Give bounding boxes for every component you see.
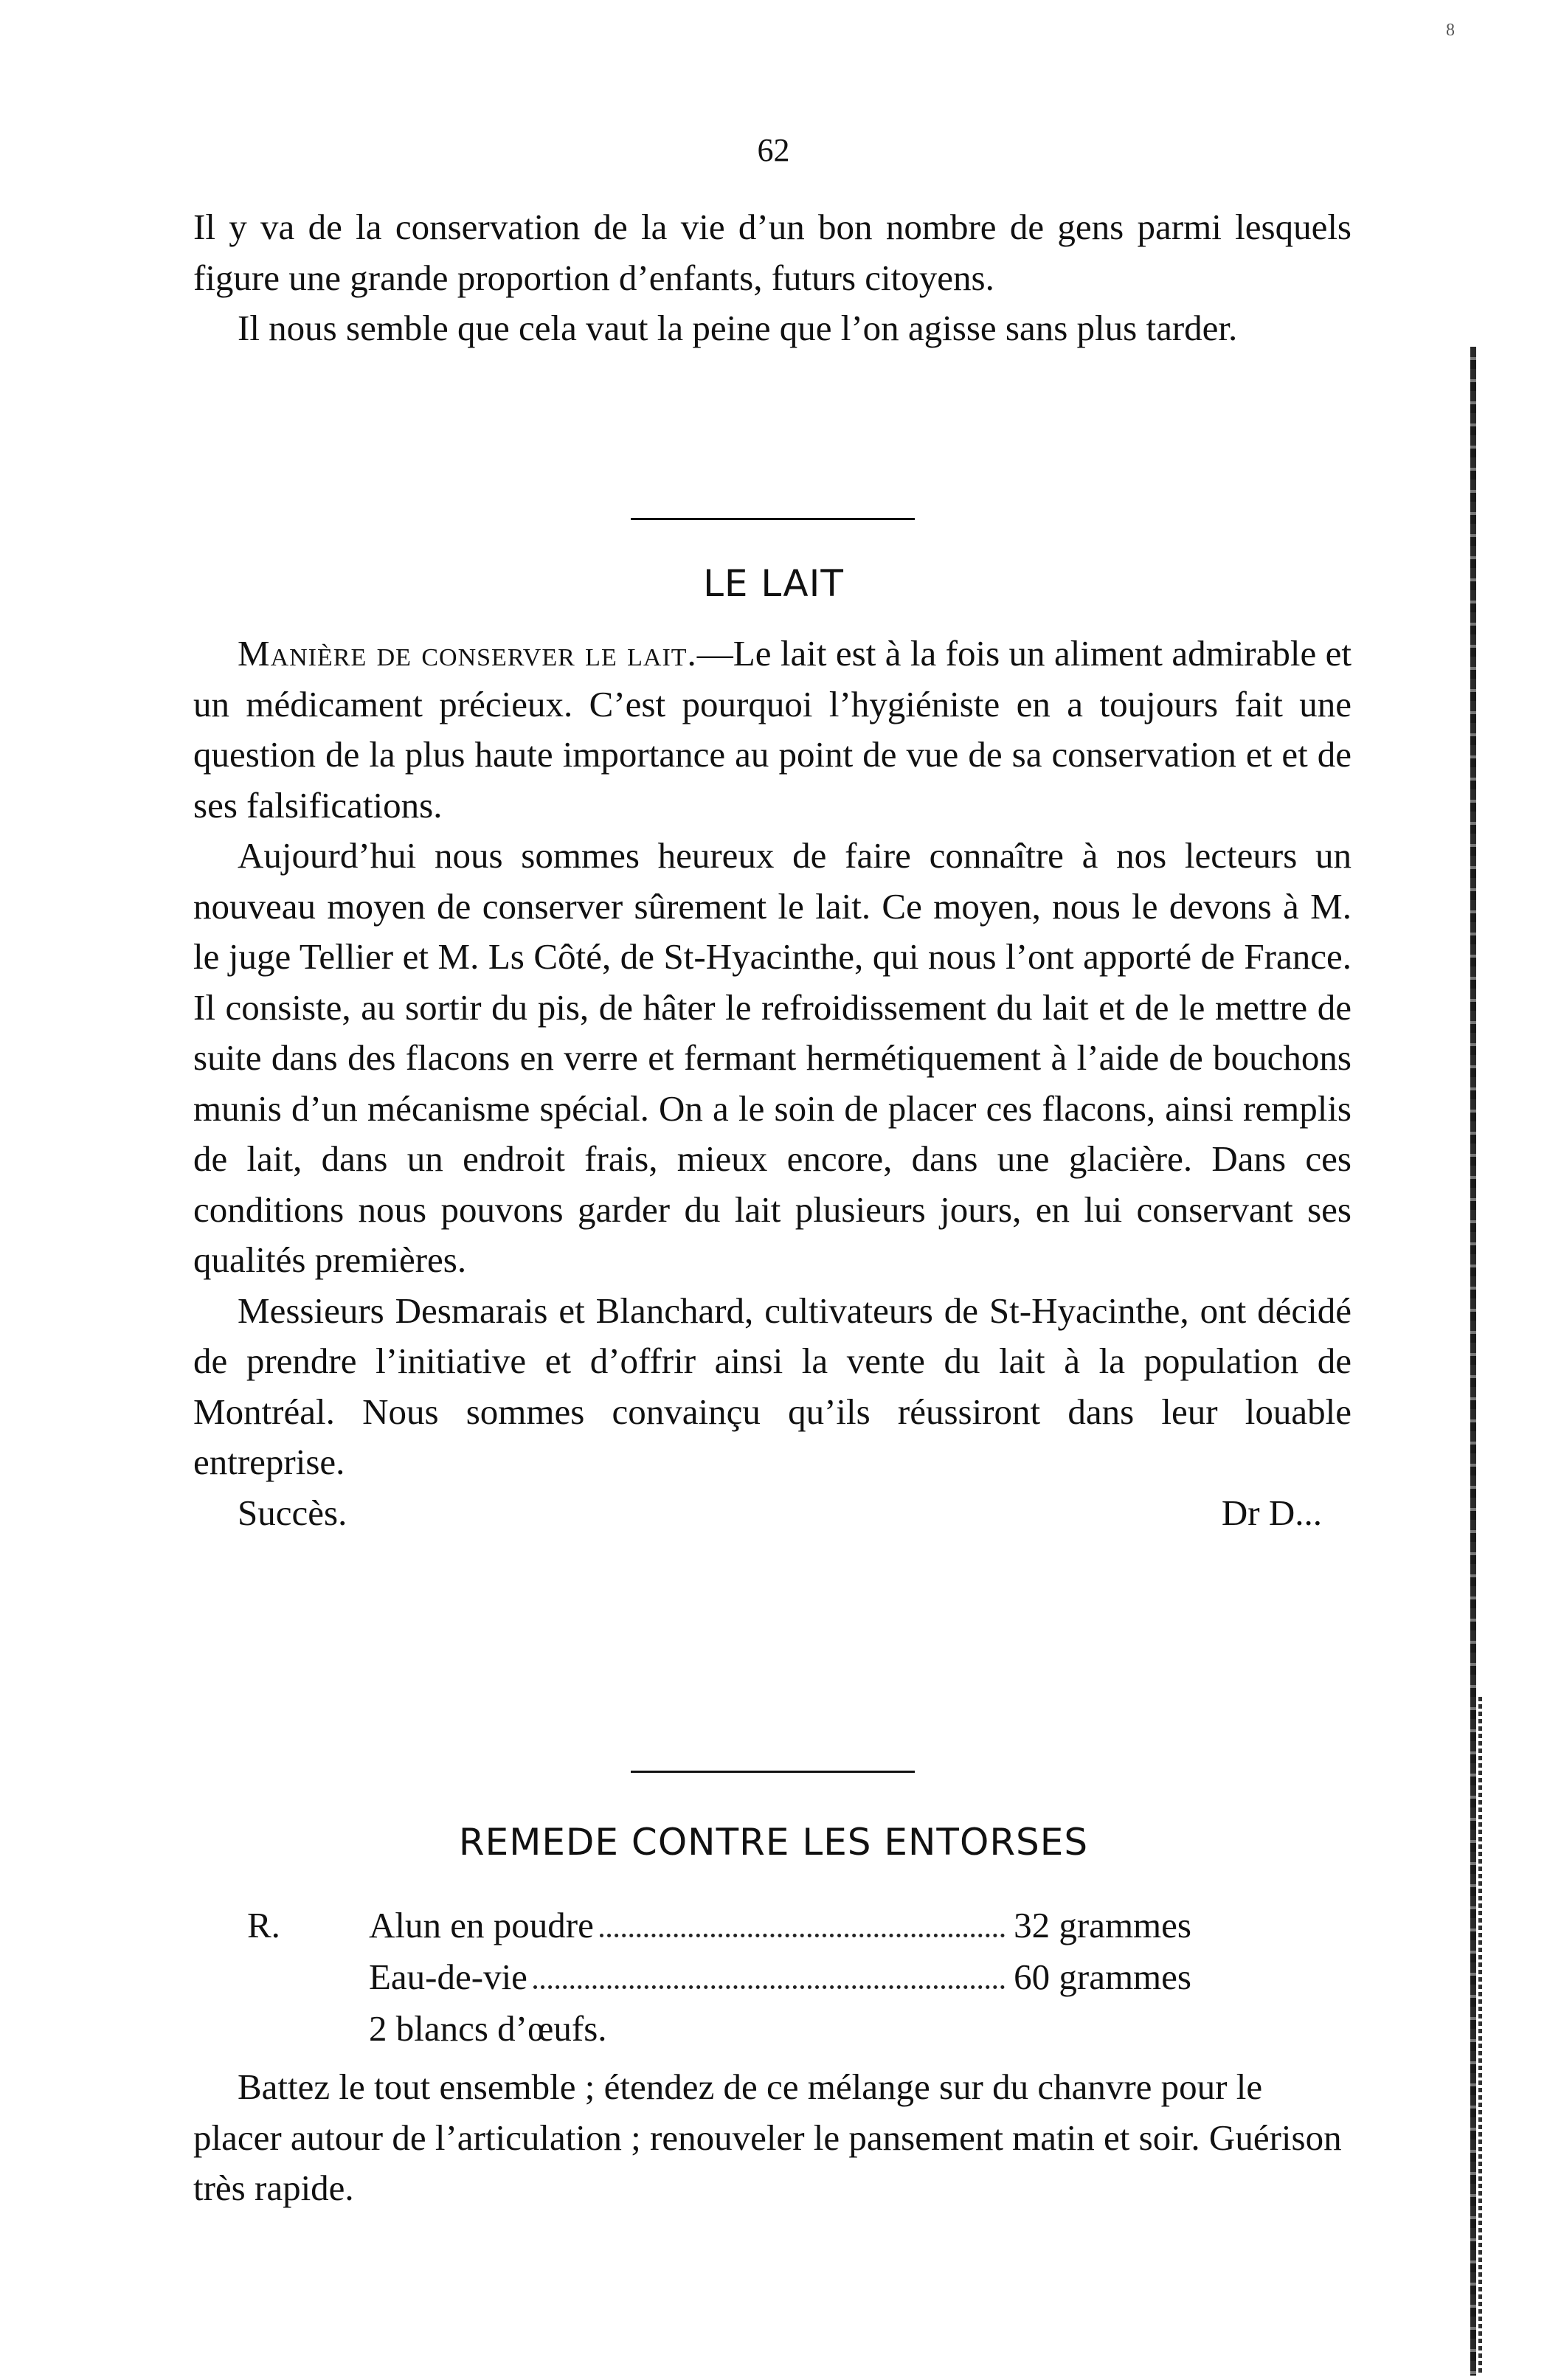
intro-text bbox=[193, 202, 1352, 354]
lait-paragraph-2: Aujourd’hui nous sommes heureux de faire connaître à nos lecteurs un nouveau moyen de conserver sûrement le lait. Ce moyen, nous le devons à M. le juge Tellier et M. Ls Côté, de St-Hyacinthe, qui nous l’ont apporté de France. Il consiste, au sortir du pis, de hâter le refroidissement du lait et de le mettre de suite dans des flacons en verre et fermant hermétiquement à l’aide de bouchons munis d’un mécanisme spécial. On a le soin de placer ces flacons, ainsi remplis de lait, dans un endroit frais, mieux encore, dans une glacière. Dans ces conditions nous pouvons garder du lait plusieurs jours, en lui conservant ses qualités premières. bbox=[193, 835, 1352, 1280]
entorses-instructions bbox=[193, 2062, 1352, 2214]
lait-paragraph-1 bbox=[193, 629, 1352, 831]
section-divider-2 bbox=[631, 1771, 915, 1773]
ingredient-quantity: 60 grammes bbox=[1014, 1957, 1191, 1997]
intro-paragraph-1: Il y va de la conservation de la vie d’un bon nombre de gens parmi lesquels figure une grande proportion d’enfants, futurs citoyens. bbox=[193, 207, 1352, 298]
ingredient-quantity: 32 grammes bbox=[1014, 1905, 1191, 1945]
lait-lead-in: Manière de conserver le lait. bbox=[238, 633, 697, 674]
intro-paragraph-2: Il nous semble que cela vaut la peine que l’on agisse sans plus tarder. bbox=[238, 308, 1238, 348]
scan-edge bbox=[1470, 347, 1476, 2376]
signature: Dr D... bbox=[1221, 1492, 1322, 1533]
recipe-row bbox=[247, 1951, 1191, 2003]
leader-dots bbox=[600, 1934, 1005, 1937]
recipe-row bbox=[247, 1900, 1191, 1951]
page-number: 62 bbox=[757, 132, 790, 168]
recipe-list bbox=[247, 1900, 1191, 2055]
section-heading-entorses: REMEDE CONTRE LES ENTORSES bbox=[458, 1821, 1089, 1864]
lait-paragraph-1-text: —Le lait est à la fois un aliment admirable et un médicament précieux. C’est pourquoi l’hygiéniste en a toujours fait une question de la plus haute importance au point de vue de sa conservation et et de ses falsifications. bbox=[193, 633, 1352, 826]
closing-text: Succès. bbox=[238, 1492, 347, 1533]
instructions-paragraph: Battez le tout ensemble ; étendez de ce mélange sur du chanvre pour le placer autour de l’articulation ; renouveler le pansement matin et soir. Guérison très rapide. bbox=[193, 2066, 1342, 2208]
section-divider-1 bbox=[631, 518, 915, 520]
ingredient-name: Eau-de-vie bbox=[369, 1957, 527, 1997]
recipe-prefix: R. bbox=[247, 1905, 280, 1945]
section-heading-le-lait: LE LAIT bbox=[703, 562, 844, 605]
lait-paragraph-3: Messieurs Desmarais et Blanchard, cultivateurs de St-Hyacinthe, ont décidé de prendre l’initiative et d’offrir ainsi la vente du lait à la population de Montréal. Nous sommes convainçu qu’ils réussiront dans leur louable entreprise. bbox=[193, 1290, 1352, 1482]
scan-edge-secondary bbox=[1478, 1697, 1482, 2376]
closing-line bbox=[193, 1488, 1352, 1539]
recipe-row bbox=[247, 2003, 1191, 2055]
corner-mark: 8 bbox=[1446, 21, 1455, 40]
ingredient-name: Alun en poudre bbox=[369, 1905, 594, 1945]
leader-dots bbox=[533, 1985, 1005, 1989]
extra-ingredient: 2 blancs d’œufs. bbox=[369, 2008, 607, 2049]
lait-article bbox=[193, 629, 1352, 1538]
